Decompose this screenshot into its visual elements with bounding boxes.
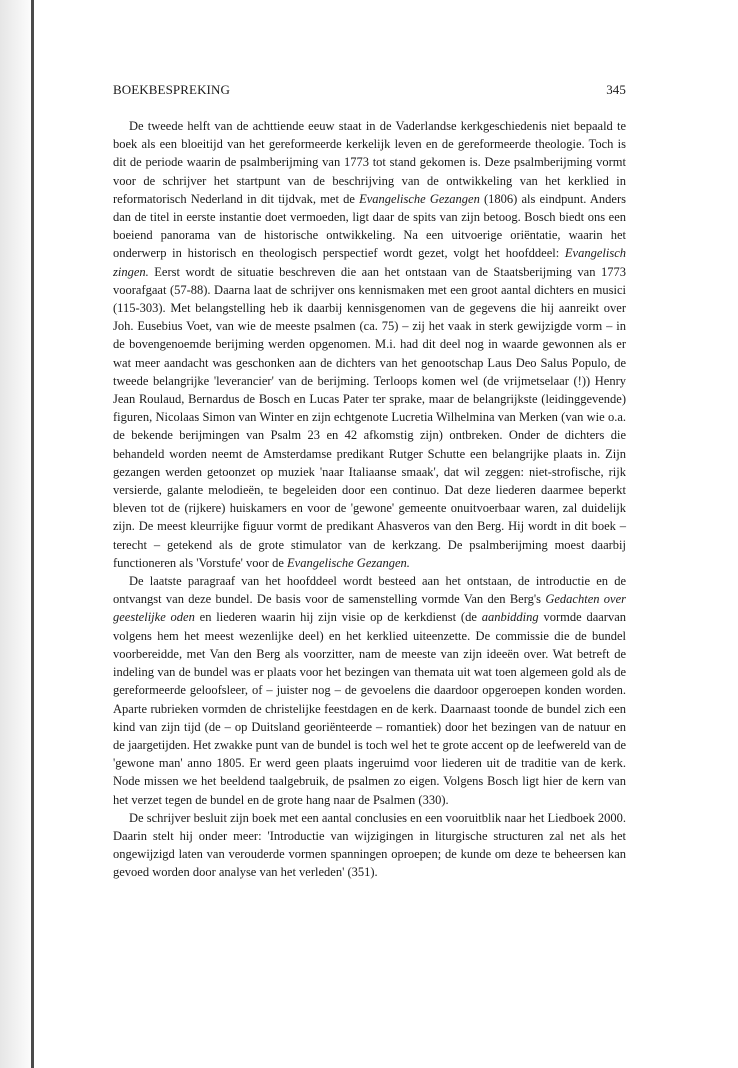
- section-title: BOEKBESPREKING: [113, 82, 230, 97]
- title-italic: Evangelisch zingen.: [113, 246, 626, 279]
- page-number: 345: [606, 82, 626, 97]
- text-run: De laatste paragraaf van het hoofddeel wordt besteed aan het ontstaan, de introductie en de ontvangst van deze bundel. De basis voor de samenstelling vormde Van den Berg's: [113, 574, 626, 607]
- term-italic: aanbidding: [481, 610, 539, 625]
- text-run: De schrijver besluit zijn boek met een aantal conclusies en een vooruitblik naar het Liedboek 2000. Daarin stelt hij onder meer: 'Introductie van wijzigingen in liturgische structuren zal net als het ongewijzigd laten van verouderde vormen spanningen oproepen; de kunde om deze te beheersen kan gevoed worden door analyse van het verleden' (351).: [113, 810, 626, 880]
- running-header: [113, 82, 626, 100]
- text-run: vormde daarvan volgens hem het meest wezenlijke deel) en het kerklied uiteenzette. De commissie die de bundel voorbereidde, met Van den Berg als voorzitter, nam de meeste van zijn ideeën over. Wat betreft de indeling van de bundel was er plaats voor het bezingen van themata uit wat toen algemeen gold als de gereformeerde geloofsleer, of – juister nog – de gevoelens die daardoor opgeroepen konden worden. Aparte rubrieken vormden de christelijke feestdagen en de kerk. Daarnaast toonde de bundel zich een kind van zijn tijd (de – op Duitsland georiënteerde – romantiek) door het bezingen van de natuur en de jaargetijden. Het zwakke punt van de bundel is toch wel het te grote accent op de leefwereld van de 'gewone man' anno 1805. Er werd geen plaats ingeruimd voor liederen uit de traditie van de kerk. Node missen we het beeldend taalgebruik, de psalmen zo eigen. Volgens Bosch ligt hier de kern van het verzet tegen de bundel en de grote hang naar de Psalmen (330).: [113, 610, 626, 807]
- title-italic: Evangelische Gezangen.: [287, 555, 410, 570]
- body-text: [113, 117, 626, 882]
- text-run: De tweede helft van de achttiende eeuw staat in de Vaderlandse kerkgeschiedenis niet bepaald te boek als een bloeitijd van het gereformeerde kerkelijk leven en de gereformeerde theologie. Toch is dit de periode waarin de psalmberijming van 1773 tot stand gekomen is. Deze psalmberijming vormt voor de schrijver het startpunt van de beschrijving van de ontwikkeling van het kerklied in reformatorisch Nederland in dit tijdvak, met de: [113, 119, 626, 206]
- title-italic: Gedachten over geestelijke oden: [113, 592, 627, 625]
- paragraph-3: [113, 809, 626, 882]
- page-binding-edge: [0, 0, 34, 1068]
- title-italic: Evangelische Gezangen: [359, 191, 480, 206]
- text-run: en liederen waarin hij zijn visie op de kerkdienst (de: [194, 610, 482, 625]
- paragraph-2: [113, 572, 626, 809]
- paragraph-1: [113, 117, 626, 572]
- text-run: (1806) als eindpunt. Anders dan de titel in eerste instantie doet vermoeden, ligt daar de spits van zijn betoog. Bosch biedt ons een boeiend panorama van de historische ontwikkeling. Na een uitvoerige oriëntatie, waarin het onderwerp in historisch en theologisch perspectief wordt gezet, volgt het hoofddeel:: [113, 191, 626, 261]
- text-run: Eerst wordt de situatie beschreven die aan het ontstaan van de Staatsberijming van 1773 voorafgaat (57-88). Daarna laat de schrijver ons kennismaken met een groot aantal dichters en musici (115-303). Met belangstelling heb ik daarbij kennisgenomen van de gegevens die hij aanreikt over Joh. Eusebius Voet, van wie de meeste psalmen (ca. 75) – zij het vaak in sterk gewijzigde vorm – in de bovengenoemde berijming werden opgenomen. M.i. had dit deel nog in waarde gewonnen als er wat meer aandacht was geschonken aan de dichters van het genootschap Laus Deo Salus Populo, de tweede belangrijke 'leverancier' van de berijming. Terloops komen wel (de vrijmetselaar (!)) Henry Jean Roulaud, Bernardus de Bosch en Lucas Pater ter sprake, maar de belangrijkste (leidinggevende) figuren, Nicolaas Simon van Winter en zijn echtgenote Lucretia Wilhelmina van Merken (van wie o.a. de bekende berijmingen van Psalm 23 en 42 afkomstig zijn) ontbreken. Onder de dichters die behandeld worden neemt de Amsterdamse predikant Rutger Schutte een belangrijke plaats in. Zijn gezangen werden getoonzet op muziek 'naar Italiaanse smaak', dat wil zeggen: niet-strofische, rijk versierde, galante melodieën, te begeleiden door een continuo. Dat deze liederen daarmee beperkt bleven tot de (rijkere) huiskamers en voor de 'gewone' gemeente onuitvoerbaar waren, zal duidelijk zijn. De meest kleurrijke figuur vormt de predikant Ahasveros van den Berg. Hij wordt in dit boek – terecht – getekend als de grote stimulator van de kerkzang. De psalmberijming moest daarbij functioneren als 'Vorstufe' voor de: [113, 264, 626, 570]
